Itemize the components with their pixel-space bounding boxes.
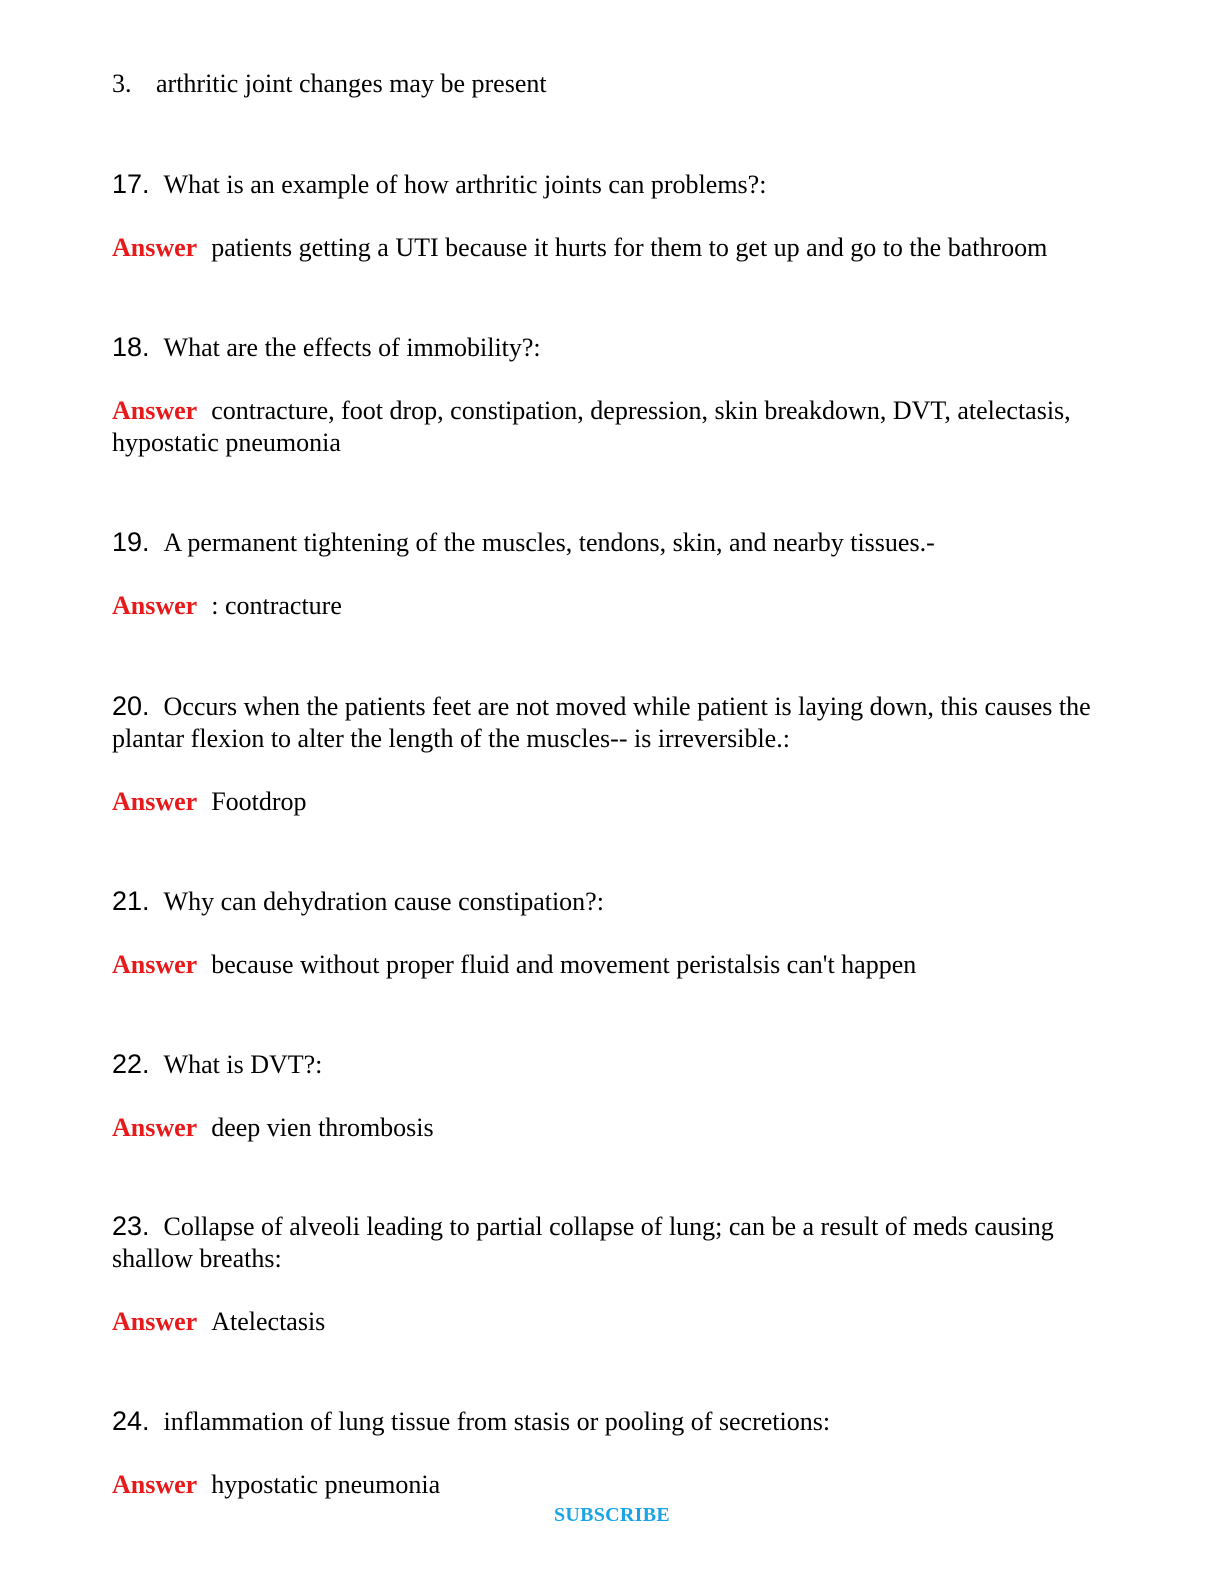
subscribe-link[interactable]: SUBSCRIBE [553,1504,671,1526]
question [112,526,1112,559]
answer-text: deep vien thrombosis [211,1113,434,1142]
question-number: 24. [112,1406,150,1436]
answer-label: Answer [112,396,198,425]
answer-label: Answer [112,1470,198,1499]
answer-text: because without proper fluid and movement peristalsis can't happen [211,950,917,979]
answer-label: Answer [112,591,198,620]
answer [112,395,1112,459]
answer [112,786,1112,818]
answer [112,232,1112,264]
answer-label: Answer [112,950,198,979]
question-text: A permanent tightening of the muscles, tendons, skin, and nearby tissues.- [163,528,935,557]
qa-item-24 [112,1405,1112,1501]
question-text: inflammation of lung tissue from stasis or pooling of secretions: [163,1407,831,1436]
answer-text: patients getting a UTI because it hurts for them to get up and go to the bathroom [211,233,1048,262]
qa-item-20 [112,690,1112,818]
qa-item-19 [112,526,1112,622]
continued-list-item [112,68,547,100]
question-text: What are the effects of immobility?: [163,333,541,362]
answer-label: Answer [112,787,198,816]
question-number: 23. [112,1211,150,1241]
question-text: Collapse of alveoli leading to partial collapse of lung; can be a result of meds causing shallow breaths: [112,1212,1054,1273]
question-text: What is DVT?: [163,1050,323,1079]
question-text: Why can dehydration cause constipation?: [163,887,604,916]
answer [112,1112,1112,1144]
question [112,1405,1112,1438]
answer-text: Footdrop [211,787,307,816]
qa-item-22 [112,1048,1112,1144]
answer-text: contracture, foot drop, constipation, depression, skin breakdown, DVT, atelectasis, hypostatic pneumonia [112,396,1071,457]
question-number: 18. [112,332,150,362]
list-item-number: 3. [112,69,132,98]
question-text: What is an example of how arthritic joints can problems?: [163,170,767,199]
qa-item-21 [112,885,1112,981]
answer-text: Atelectasis [211,1307,326,1336]
question [112,1048,1112,1081]
question-number: 19. [112,527,150,557]
question-text: Occurs when the patients feet are not moved while patient is laying down, this causes the plantar flexion to alter the length of the muscles-- is irreversible.: [112,692,1091,753]
qa-item-18 [112,331,1112,459]
qa-item-17 [112,168,1112,264]
question [112,885,1112,918]
answer-text: : contracture [211,591,342,620]
answer [112,1469,1112,1501]
question-number: 22. [112,1049,150,1079]
answer [112,1306,1112,1338]
list-item-text: arthritic joint changes may be present [156,69,547,98]
question [112,168,1112,201]
question-number: 17. [112,169,150,199]
answer-label: Answer [112,1307,198,1336]
answer [112,590,1112,622]
question [112,331,1112,364]
question [112,690,1112,755]
question-number: 21. [112,886,150,916]
qa-item-23 [112,1210,1112,1338]
answer [112,949,1112,981]
question [112,1210,1112,1275]
question-number: 20. [112,691,150,721]
answer-label: Answer [112,1113,198,1142]
answer-text: hypostatic pneumonia [211,1470,441,1499]
answer-label: Answer [112,233,198,262]
